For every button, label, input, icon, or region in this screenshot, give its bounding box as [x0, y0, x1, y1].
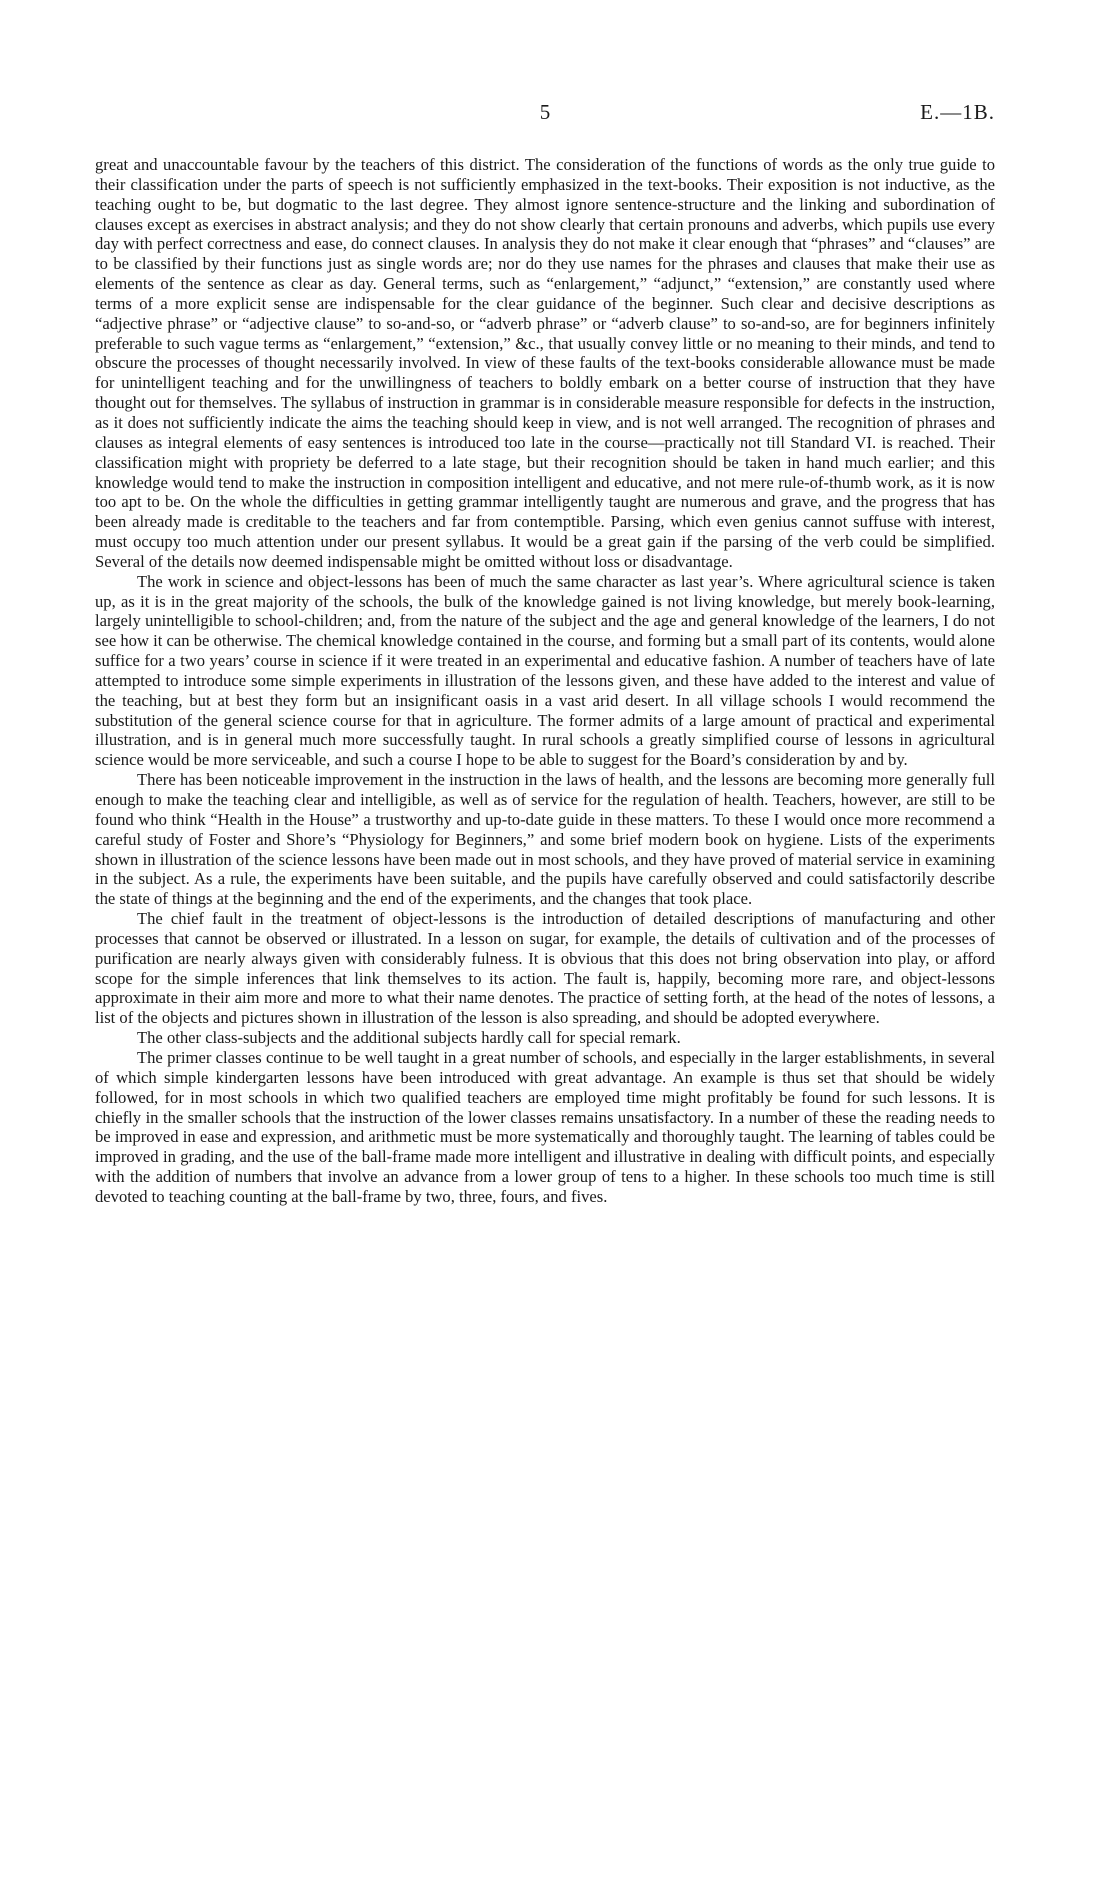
paragraph-object-lessons-fault: The chief fault in the treatment of object-lessons is the introduction of detailed descriptions of manufacturing and other processes that cannot be observed or illustrated. In a lesson on sugar, for example, the details of cultivation and of the processes of purification are nearly always given with considerably fulness. It is obvious that this does not bring observation into play, or afford scope for the simple inferences that link themselves to its action. The fault is, happily, becoming more rare, and object-lessons approximate in their aim more and more to what their name denotes. The practice of setting forth, at the head of the notes of lessons, a list of the objects and pictures shown in illustration of the lesson is also spreading, and should be adopted everywhere.	[95, 909, 995, 1028]
report-code: E.—1B.	[920, 100, 995, 124]
page-number: 5	[539, 100, 551, 124]
paragraph-primer-classes: The primer classes continue to be well taught in a great number of schools, and especially in the larger establishments, in several of which simple kindergarten lessons have been introduced with great advantage. An example is thus set that should be widely followed, for in most schools in which two qualified teachers are employed time might profitably be found for such lessons. It is chiefly in the smaller schools that the instruction of the lower classes remains unsatisfactory. In a number of these the reading needs to be improved in ease and expression, and arithmetic must be more systematically and thoroughly taught. The learning of tables could be improved in grading, and the use of the ball-frame made more intelligent and illustrative in dealing with difficult points, and especially with the addition of numbers that involve an advance from a lower group of tens to a higher. In these schools too much time is still devoted to teaching counting at the ball-frame by two, three, fours, and fives.	[95, 1047, 995, 1206]
page-header	[95, 100, 995, 130]
paragraph-grammar-continued: great and unaccountable favour by the teachers of this district. The consideration of the functions of words as the only true guide to their classification under the parts of speech is not sufficiently emphasized in the text-books. Their exposition is not inductive, as the teaching ought to be, but dogmatic to the last degree. They almost ignore sentence-structure and the linking and subordination of clauses except as exercises in abstract analysis; and they do not show clearly that certain pronouns and adverbs, which pupils use every day with perfect correctness and ease, do connect clauses. In analysis they do not make it clear enough that “phrases” and “clauses” are to be classified by their functions just as single words are; nor do they use names for the phrases and clauses that make their use as elements of the sentence as clear as day. General terms, such as “enlargement,” “adjunct,” “extension,” are constantly used where terms of a more explicit sense are indispensable for the clear guidance of the beginner. Such clear and decisive descriptions as “adjective phrase” or “adjective clause” to so-and-so, or “adverb phrase” or “adverb clause” to so-and-so, are for beginners infinitely preferable to such vague terms as “enlargement,” “extension,” &c., that usually convey little or no meaning to their minds, and tend to obscure the processes of thought necessarily involved. In view of these faults of the text-books considerable allowance must be made for unintelligent teaching and for the unwillingness of teachers to boldly embark on a better course of instruction that they have thought out for themselves. The syllabus of instruction in grammar is in considerable measure responsible for defects in the instruction, as it does not sufficiently indicate the aims the teaching should keep in view, and is not well arranged. The recognition of phrases and clauses as integral elements of easy sentences is introduced too late in the course—practically not till Standard VI. is reached. Their classification might with propriety be deferred to a late stage, but their recognition should be taken in hand much earlier; and this knowledge would tend to make the instruction in composition intelligent and educative, and not mere rule-of-thumb work, as it is now too apt to be. On the whole the difficulties in getting grammar intelligently taught are numerous and grave, and the progress that has been already made is creditable to the teachers and far from contemptible. Parsing, which even genius cannot suffuse with interest, must occupy too much attention under our present syllabus. It would be a great gain if the parsing of the verb could be simplified. Several of the details now deemed indispensable might be omitted without loss or disadvantage.	[95, 155, 995, 571]
paragraph-laws-of-health: There has been noticeable improvement in the instruction in the laws of health, and the lessons are becoming more generally full enough to make the teaching clear and intelligible, as well as of service for the regulation of health. Teachers, however, are still to be found who think “Health in the House” a trustworthy and up-to-date guide in these matters. To these I would once more recommend a careful study of Foster and Shore’s “Physiology for Beginners,” and some brief modern book on hygiene. Lists of the experiments shown in illustration of the science lessons have been made out in most schools, and they have proved of material service in examining in the subject. As a rule, the experiments have been suitable, and the pupils have carefully observed and could satisfactorily describe the state of things at the beginning and the end of the experiments, and the changes that took place.	[95, 770, 995, 909]
body-text	[95, 155, 995, 1207]
paragraph-class-subjects: The other class-subjects and the additional subjects hardly call for special remark.	[137, 1028, 681, 1048]
paragraph-science-object-lessons: The work in science and object-lessons has been of much the same character as last year’s. Where agricultural science is taken up, as it is in the great majority of the schools, the bulk of the knowledge gained is not living knowledge, but merely book-learning, largely unintelligible to school-children; and, from the nature of the subject and the age and general knowledge of the learners, I do not see how it can be otherwise. The chemical knowledge contained in the course, and forming but a small part of its contents, would alone suffice for a two years’ course in science if it were treated in an experimental and educative fashion. A number of teachers have of late attempted to introduce some simple experiments in illustration of the lessons given, and these have added to the interest and value of the teaching, but at best they form but an insignificant oasis in a vast arid desert. In all village schools I would recommend the substitution of the general science course for that in agriculture. The former admits of a large amount of practical and experimental illustration, and is in general much more successfully taught. In rural schools a greatly simplified course of lessons in agricultural science would be more serviceable, and such a course I hope to be able to suggest for the Board’s consideration by and by.	[95, 571, 995, 770]
